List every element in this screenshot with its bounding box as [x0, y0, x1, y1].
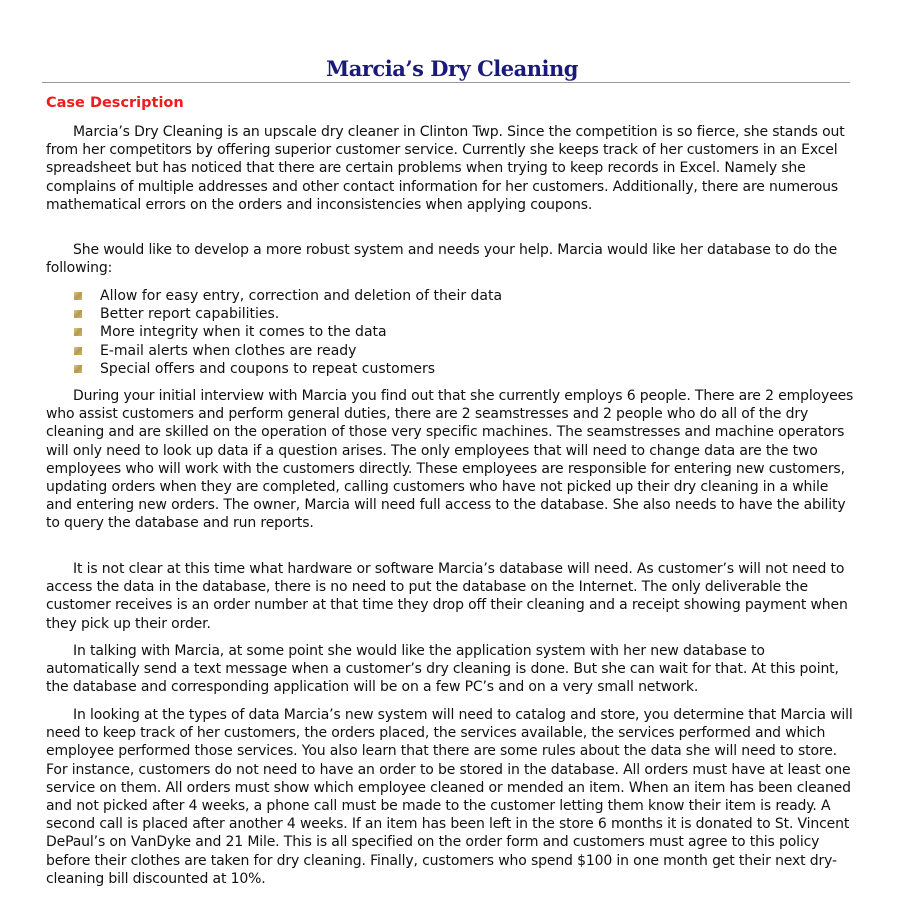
square-bullet-icon — [74, 347, 82, 355]
square-bullet-icon — [74, 292, 82, 300]
paragraph-interview — [46, 387, 858, 533]
list-item-text: More integrity when it comes to the data — [100, 324, 387, 341]
paragraph-request — [46, 241, 858, 277]
square-bullet-icon — [74, 328, 82, 336]
list-item — [74, 342, 502, 360]
paragraph-text: During your initial interview with Marcia you find out that she currently employs 6 people. There are 2 employees who assist customers and perform general duties, there are 2 seamstresses and 2 people who do all of the dry cleaning and are skilled on the operation of those very specific machines. The seamstresses and machine operators will only need to look up data if a question arises. The only employees that will need to change data are the two employees who will work with the customers directly. These employees are responsible for entering new customers, updating orders when they are completed, calling customers who have not picked up their dry cleaning in a while and entering new orders. The owner, Marcia will need full access to the database. She also needs to have the ability to query the database and run reports. — [46, 388, 854, 532]
list-item — [74, 360, 502, 378]
square-bullet-icon — [74, 365, 82, 373]
list-item — [74, 287, 502, 305]
paragraph-hardware — [46, 560, 858, 633]
document-title: Marcia’s Dry Cleaning — [326, 56, 578, 81]
paragraph-text: It is not clear at this time what hardware or software Marcia’s database will need. As customer’s will not need to access the data in the database, there is no need to put the database on the Internet. The only deliverable the customer receives is an order number at that time they drop off their cleaning and a receipt showing payment when they pick up their order. — [46, 561, 848, 632]
paragraph-text: In looking at the types of data Marcia’s new system will need to catalog and store, you determine that Marcia will need to keep track of her customers, the orders placed, the services available, the services performed and which employee performed those services. You also learn that there are some rules about the data she will need to store. For instance, customers do not need to have an order to be stored in the database. All orders must have at least one service on them. All orders must show which employee cleaned or mended an item. When an item has been cleaned and not picked after 4 weeks, a phone call must be made to the customer letting them know their item is ready. A second call is placed after another 4 weeks. If an item has been left in the store 6 months it is donated to St. Vincent DePaul’s on VanDyke and 21 Mile. This is all specified on the order form and customers must agree to this policy before their clothes are taken for dry cleaning. Finally, customers who spend $100 in one month get their next dry-cleaning bill discounted at 10%. — [46, 707, 853, 887]
paragraph-data-rules — [46, 706, 858, 888]
square-bullet-icon — [74, 310, 82, 318]
list-item-text: Special offers and coupons to repeat customers — [100, 360, 436, 377]
list-item — [74, 323, 502, 341]
list-item-text: Better report capabilities. — [100, 306, 280, 323]
paragraph-text-message — [46, 642, 858, 697]
section-heading: Case Description — [46, 95, 184, 111]
list-item-text: E-mail alerts when clothes are ready — [100, 342, 357, 359]
title-divider — [42, 82, 850, 83]
paragraph-text: In talking with Marcia, at some point she would like the application system with her new database to automatically send a text message when a customer’s dry cleaning is done. But she can wait for that. At this point, the database and corresponding application will be on a few PC’s and on a very small network. — [46, 643, 839, 696]
requirements-list — [74, 287, 502, 378]
paragraph-text: She would like to develop a more robust system and needs your help. Marcia would like her database to do the following: — [46, 242, 838, 277]
list-item-text: Allow for easy entry, correction and deletion of their data — [100, 288, 503, 304]
paragraph-text: Marcia’s Dry Cleaning is an upscale dry cleaner in Clinton Twp. Since the competition is so fierce, she stands out from her competitors by offering superior customer service. Currently she keeps track of her customers in an Excel spreadsheet but has noticed that there are certain problems when trying to keep records in Excel. Namely she complains of multiple addresses and other contact information for her customers. Additionally, there are numerous mathematical errors on the orders and inconsistencies when applying coupons. — [46, 124, 845, 213]
paragraph-intro — [46, 123, 858, 214]
list-item — [74, 305, 502, 323]
